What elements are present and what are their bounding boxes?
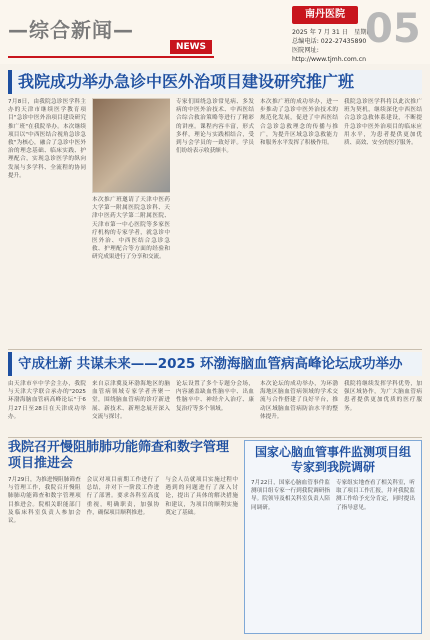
article-column: 来自京津冀及环渤海地区的脑血管病领域专家学者齐聚一堂，围绕脑血管病的诊疗新进展、新技术、新理念展开深入交流与探讨。 bbox=[92, 381, 170, 420]
article-column: 由天津市卒中学会主办，我院与天津大学联合承办的"2025环渤海脑血管病高峰论坛"于6月27日至28日在天津成功举办。 bbox=[8, 381, 86, 420]
article-column: 专家们围绕急诊常见病、多发病的中医外治技术、中西医结合综合救治策略等进行了精彩的讲座。课程内容丰富，形式多样，理论与实践相结合，受到与会学员的一致好评。学员们纷纷表示收获颇丰。 bbox=[176, 99, 254, 155]
article-column: 论坛设置了多个专题分会场，内容涵盖缺血性脑卒中、出血性脑卒中、神经介入治疗、康复治疗等多个领域。 bbox=[176, 381, 254, 412]
article-headline: 我院召开慢阻肺肺功能筛查和数字管理项目推进会 bbox=[8, 440, 230, 471]
article-copd-screening bbox=[8, 440, 238, 640]
section-rule bbox=[8, 56, 214, 58]
article-column: 7月8日，由我院急诊医学科主办的天津市继续医学教育项目"急诊中医外治项目建设研究推广班"在我院举办。本次继续项目以"中西医结合视角急诊急救"为核心，融合了急诊中医外治的理念基础、临床实践、护理配合，实现急诊医学的纵向发展与多学科、全流程的协同提升。 bbox=[8, 99, 86, 179]
page-number: 05 bbox=[365, 6, 421, 52]
news-tag: NEWS bbox=[170, 40, 212, 54]
masthead bbox=[0, 0, 430, 64]
editor-phone: 总编电话: 022-27435890 bbox=[292, 38, 367, 45]
article-column: 我院将继续发挥学科优势，加强区域协作，为广大脑血管病患者提供更加优质的医疗服务。 bbox=[344, 381, 422, 412]
article-body bbox=[8, 98, 422, 262]
article-expert-visit-box bbox=[244, 440, 422, 634]
hospital-website[interactable]: 医院网址: http://www.tjmh.com.cn bbox=[292, 47, 367, 63]
article-column: 专家组实地查看了相关科室，听取了项目工作汇报，并对我院监测工作给予充分肯定，同时提出了指导意见。 bbox=[336, 480, 415, 511]
article-column: 本次推广班的成功举办，进一步推动了急诊中医外治技术的规范化发展，促进了中西医结合急诊急救理念的传播与推广，为提升区域急诊急救能力和服务水平发挥了积极作用。 bbox=[260, 99, 338, 147]
article-column: 本次论坛的成功举办，为环渤海地区脑血管病领域的学术交流与合作搭建了良好平台，推动区域脑血管病防治水平的整体提升。 bbox=[260, 381, 338, 420]
article-cerebrovascular-forum bbox=[8, 352, 422, 436]
section-divider bbox=[8, 349, 422, 350]
article-headline: 国家心脑血管事件监测项目组专家到我院调研 bbox=[254, 445, 411, 474]
article-body bbox=[8, 380, 422, 421]
article-column: 7月22日，国家心脑血管事件监测项目组专家一行到我院调研指导。院领导及相关科室负责人陪同调研。 bbox=[251, 480, 330, 511]
article-body bbox=[8, 476, 238, 640]
article-body bbox=[251, 479, 415, 629]
section-divider bbox=[8, 437, 422, 438]
bottom-section bbox=[8, 440, 422, 636]
article-column-with-photo bbox=[92, 98, 170, 262]
article-tcm-training bbox=[8, 70, 422, 350]
article-column: 会议对项目前期工作进行了总结，并对下一阶段工作进行了部署。要求各科室高度重视，明确职责，加强协作，确保项目顺利推进。 bbox=[86, 477, 160, 516]
issue-date: 2025 年 7 月 31 日 星期四 bbox=[292, 29, 373, 36]
hospital-logo: 南丹医院 bbox=[292, 6, 358, 24]
training-photo bbox=[92, 98, 170, 193]
article-column: 我院急诊医学科将以此次推广班为契机，继续深化中西医结合急诊急救体系建设，不断提升急诊中医外治项目的临床应用水平，为患者提供更加优质、高效、安全的医疗服务。 bbox=[344, 99, 422, 147]
article-column: 与会人员就项目实施过程中遇到的问题进行了深入讨论，提出了具体的解决措施和建议，为项目的顺利实施奠定了基础。 bbox=[165, 477, 239, 516]
article-column-text: 本次推广班邀请了天津中医药大学第一附属医院急诊科、天津中医药大学第二附属医院、天津市第一中心医院等多家医疗机构的专家学者，就急诊中医外治、中西医结合急诊急救、护理配合等方面的经验和研究成果进行了分享和交流。 bbox=[92, 197, 170, 261]
section-title: —综合新闻— bbox=[8, 18, 134, 42]
article-headline: 守成杜新 共谋未来——2025 环渤海脑血管病高峰论坛成功举办 bbox=[8, 352, 422, 376]
article-headline: 我院成功举办急诊中医外治项目建设研究推广班 bbox=[8, 70, 422, 94]
article-column: 7月29日，为推进慢阻肺筛查与管理工作，我院召开慢阻肺肺功能筛查和数字管理项目推进会。院相关职能部门及临床科室负责人参加会议。 bbox=[8, 477, 81, 525]
